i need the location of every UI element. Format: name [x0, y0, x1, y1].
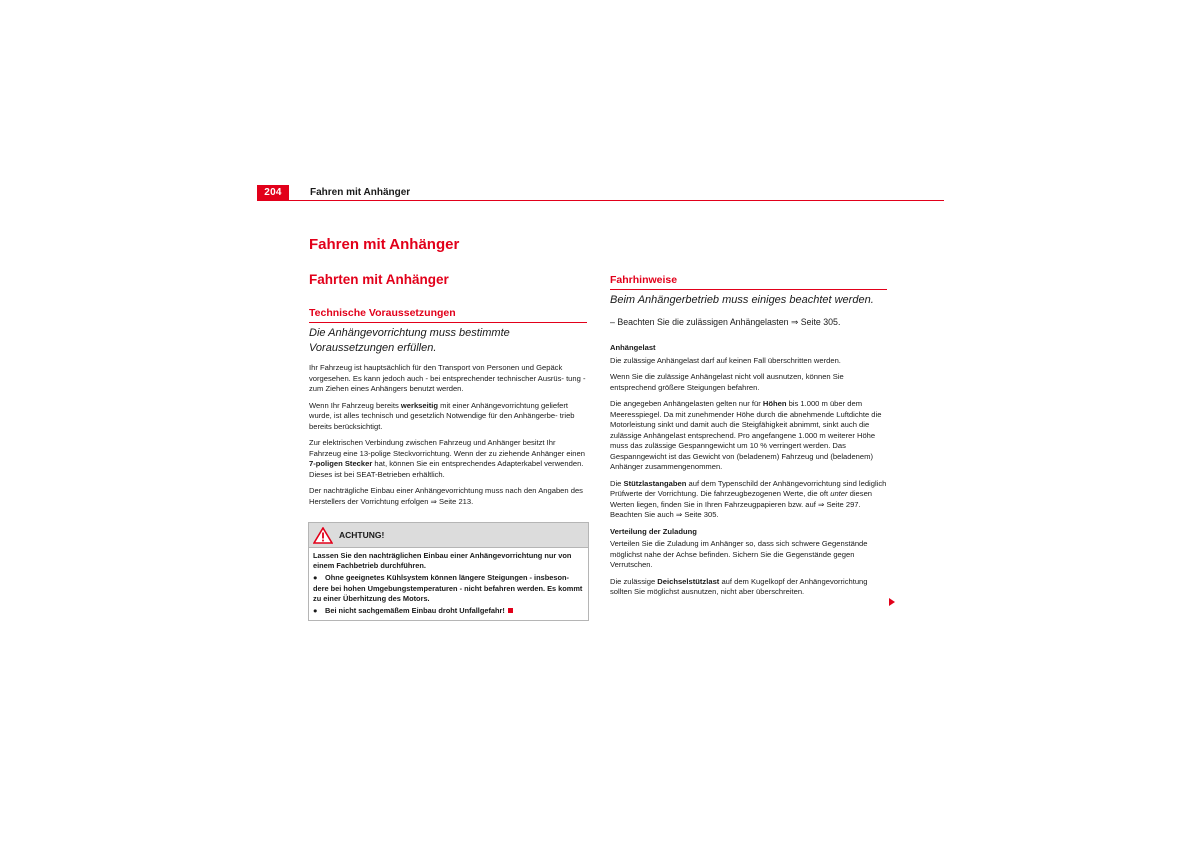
text-run: mit einer Anhängevorrichtung geliefert wurde, ist alles technisch und gesetzlich Notwendige für den Anhängerbe- trieb bereits berücksichtigt. — [309, 400, 575, 431]
paragraph-altitude — [610, 399, 889, 473]
chapter-title: Fahren mit Anhänger — [309, 236, 460, 253]
bullet-icon: ● — [313, 606, 318, 616]
warning-triangle-icon — [313, 527, 333, 544]
warning-box — [308, 522, 589, 621]
bold-term: Stützlastangaben — [623, 478, 687, 488]
header-divider — [257, 200, 944, 201]
paragraph-drawbar-load — [610, 577, 889, 598]
text-run: auf dem Typenschild der Anhängevorrichtung sind lediglich Prüfwerte der Vorrichtung. Die fahrzeugbezogenen Werte, die oft — [610, 478, 887, 498]
bullet-icon: ● — [313, 573, 318, 583]
text-run: diesen Werten liegen, finden Sie in Ihren Fahrzeugpapieren bzw. auf ⇒ Seite 297. Beachten Sie auch ⇒ Seite 305. — [610, 489, 873, 519]
warning-title: ACHTUNG! — [339, 530, 385, 540]
warning-bullet-text: Ohne geeignetes Kühlsystem können längere Steigungen - insbeson- dere bei hohen Umgebungstemperaturen - nicht befahren werden. Es kommt zu einer Überhitzung des Motors. — [313, 573, 583, 603]
page-number: 204 — [257, 185, 289, 201]
warning-bullet — [313, 573, 584, 604]
warning-bullet-text: Bei nicht sachgemäßem Einbau droht Unfallgefahr! — [325, 606, 505, 616]
paragraph-retrofit: Der nachträgliche Einbau einer Anhängevorrichtung muss nach den Angaben des Herstellers der Vorrichtung erfolgen ⇒ Seite 213. — [309, 486, 583, 506]
text-run: Die zulässige — [610, 576, 658, 586]
text-run: Zur elektrischen Verbindung zwischen Fahrzeug und Anhänger besitzt Ihr Fahrzeug eine 13-polige Steckvorrichtung. Wenn der zu ziehende Anhänger einen — [309, 438, 585, 458]
end-of-section-icon — [508, 608, 513, 613]
running-header: Fahren mit Anhänger — [310, 187, 411, 198]
right-body — [610, 343, 889, 604]
text-run: hat, können Sie ein entsprechendes Adapterkabel verwenden. Dieses ist bei SEAT-Betrieben erhältlich. — [309, 459, 584, 479]
text-run: bis 1.000 m über dem Meeresspiegel. Da mit zunehmender Höhe durch die abnehmende Luftdichte die Motorleistung sinkt und damit auch die Steigfähigkeit abnimmt, sinkt auch die zulässige Anhängelast entsprechend. Pro angefangene 1.000 m weiterer Höhe muss das zulässige Gespanngewicht um 10 % verringert werden. Das Gespanngewicht ist das Gewicht von (beladenem) Fahrzeug und (beladenem) Anhänger zusammengenommen. — [610, 399, 882, 471]
italic-term: unter — [830, 489, 848, 498]
bold-term: Deichselstützlast — [657, 576, 720, 586]
section-title: Fahrten mit Anhänger — [309, 272, 449, 287]
continue-arrow-icon — [889, 598, 895, 606]
text-run: auf dem Kugelkopf der Anhängevorrichtung sollten Sie möglichst ausnutzen, nicht aber überschreiten. — [610, 576, 868, 596]
paragraph-factory — [309, 401, 588, 433]
warning-text: Lassen Sie den nachträglichen Einbau einer Anhängevorrichtung nur von einem Fachbetrieb durchführen. — [313, 551, 572, 571]
lead-text-right: Beim Anhängerbetrieb muss einiges beachtet werden. — [610, 294, 874, 306]
subsection-title-driving-tips: Fahrhinweise — [610, 274, 887, 290]
paragraph-distribution: Verteilen Sie die Zuladung im Anhänger so, dass sich schwere Gegenstände möglichst nahe der Achse befinden. Sichern Sie die Gegenstände gegen Verrutschen. — [610, 539, 868, 569]
subsection-title-technical: Technische Voraussetzungen — [309, 307, 587, 323]
paragraph-nose-weight — [610, 479, 889, 521]
warning-header — [309, 523, 588, 548]
bold-term: Höhen — [762, 399, 787, 408]
text-run: Die — [610, 478, 624, 488]
text-run: Die angegeben Anhängelasten gelten nur für — [610, 399, 763, 408]
subheading-load-distribution: Verteilung der Zuladung — [610, 526, 697, 536]
lead-text-left: Die Anhängevorrichtung muss bestimmte Voraussetzungen erfüllen. — [309, 327, 510, 354]
left-body — [309, 363, 588, 513]
paragraph-purpose: Ihr Fahrzeug ist hauptsächlich für den Transport von Personen und Gepäck vorgesehen. Es kann jedoch auch - bei entsprechender technischer Ausrüs- tung - zum Ziehen eines Anhängers benutzt werden. — [309, 363, 586, 393]
paragraph-connector — [309, 438, 588, 480]
instruction-step: – Beachten Sie die zulässigen Anhängelasten ⇒ Seite 305. — [610, 317, 841, 327]
bold-term: 7-poligen Stecker — [309, 459, 373, 468]
paragraph-load-usage: Wenn Sie die zulässige Anhängelast nicht voll ausnutzen, können Sie entsprechend größere Steigungen befahren. — [610, 372, 844, 392]
text-run: Wenn Ihr Fahrzeug bereits — [309, 400, 401, 410]
warning-bullet — [313, 606, 584, 616]
paragraph-load-limit: Die zulässige Anhängelast darf auf keinen Fall überschritten werden. — [610, 355, 841, 365]
bold-term: werkseitig — [400, 400, 439, 410]
warning-body — [309, 548, 588, 621]
subheading-trailer-load: Anhängelast — [610, 343, 656, 352]
